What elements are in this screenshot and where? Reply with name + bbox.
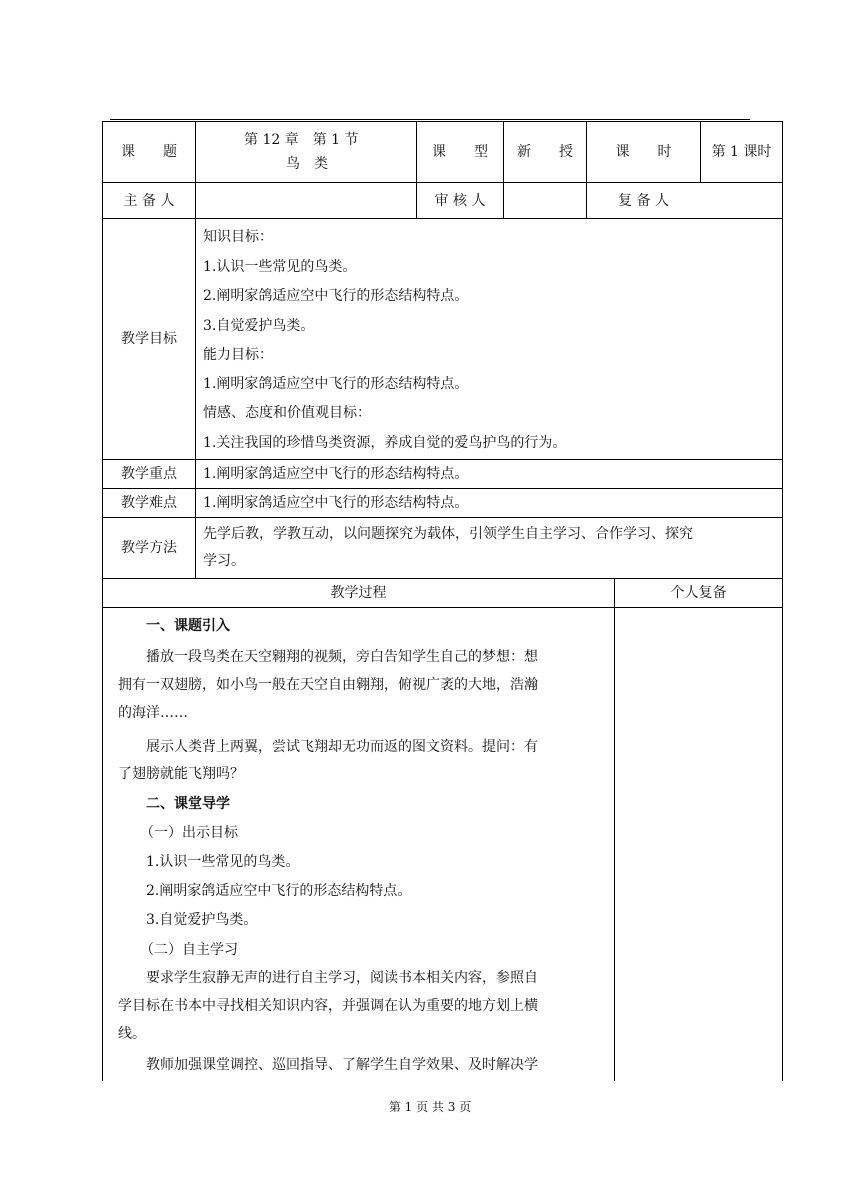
page-footer: 第 1 页 共 3 页 [388, 1100, 472, 1114]
process-line: 3.自觉爱护鸟类。 [146, 912, 258, 928]
objective-line: 知识目标： [203, 229, 273, 245]
row-divider [102, 218, 783, 219]
process-line: 2.阐明家鸽适应空中飞行的形态结构特点。 [146, 883, 412, 899]
course-value-line2: 鸟 类 [286, 156, 328, 172]
process-line: 播放一段鸟类在天空翱翔的视频，旁白告知学生自己的梦想：想 [146, 649, 538, 665]
backup-value [701, 183, 782, 218]
process-line: 的海洋…… [118, 705, 188, 721]
col-divider [614, 578, 615, 1081]
process-line: 了翅膀就能飞翔吗？ [118, 766, 244, 782]
type-label: 课 型 [432, 144, 488, 160]
methods-line: 先学后教，学教互动，以问题探究为载体，引领学生自主学习、合作学习、探究 [203, 526, 693, 542]
process-line: 要求学生寂静无声的进行自主学习，阅读书本相关内容，参照自 [146, 970, 538, 986]
process-line: 教师加强课堂调控、巡回指导、了解学生自学效果、及时解决学 [146, 1057, 538, 1073]
review-value [504, 183, 586, 218]
objective-line: 情感、态度和价值观目标： [203, 405, 371, 421]
header-rule [110, 119, 750, 120]
key-points-label: 教学重点 [121, 466, 177, 482]
course-value [196, 122, 416, 182]
process-line: 拥有一双翅膀，如小鸟一般在天空自由翱翔，俯视广袤的大地，浩瀚 [118, 677, 538, 693]
type-value: 新 授 [517, 144, 573, 160]
key-points-value: 1.阐明家鸽适应空中飞行的形态结构特点。 [203, 466, 469, 482]
hours-value: 第 1 课时 [711, 144, 772, 160]
objectives-label: 教学目标 [121, 331, 177, 347]
row-divider [102, 459, 783, 460]
lead-value [196, 183, 416, 218]
hours-label: 课 时 [615, 144, 672, 160]
process-line: （二）自主学习 [140, 942, 238, 958]
section-heading: 二、课堂导学 [146, 796, 230, 812]
methods-line: 学习。 [203, 553, 245, 569]
objective-line: 1.认识一些常见的鸟类。 [203, 259, 357, 275]
objective-line: 2.阐明家鸽适应空中飞行的形态结构特点。 [203, 288, 469, 304]
course-value-line1: 第 12 章 第 1 节 [244, 132, 359, 148]
methods-label: 教学方法 [121, 540, 177, 556]
row-divider [102, 607, 783, 608]
objective-line: 3.自觉爱护鸟类。 [203, 318, 315, 334]
process-line: （一）出示目标 [140, 825, 238, 841]
objective-line: 能力目标： [203, 347, 273, 363]
personal-header: 个人复备 [670, 585, 727, 601]
lead-label: 主 备 人 [123, 192, 175, 209]
course-label: 课 题 [121, 144, 177, 160]
section-heading: 一、课题引入 [146, 618, 230, 634]
difficulties-value: 1.阐明家鸽适应空中飞行的形态结构特点。 [203, 495, 469, 511]
process-line: 展示人类背上两翼，尝试飞翔却无功而返的图文资料。提问：有 [146, 739, 538, 755]
process-header: 教学过程 [330, 585, 387, 601]
process-line: 1.认识一些常见的鸟类。 [146, 854, 300, 870]
row-divider [102, 517, 783, 518]
backup-label: 复 备 人 [618, 192, 669, 209]
process-line: 线。 [118, 1026, 146, 1042]
review-label: 审 核 人 [434, 192, 486, 209]
border-right [782, 121, 783, 1081]
process-line: 学目标在书本中寻找相关知识内容，并强调在认为重要的地方划上横 [118, 998, 538, 1014]
row-divider [102, 488, 783, 489]
objective-line: 1.关注我国的珍惜鸟类资源，养成自觉的爱鸟护鸟的行为。 [203, 435, 567, 451]
objective-line: 1.阐明家鸽适应空中飞行的形态结构特点。 [203, 376, 469, 392]
difficulties-label: 教学难点 [121, 495, 177, 511]
